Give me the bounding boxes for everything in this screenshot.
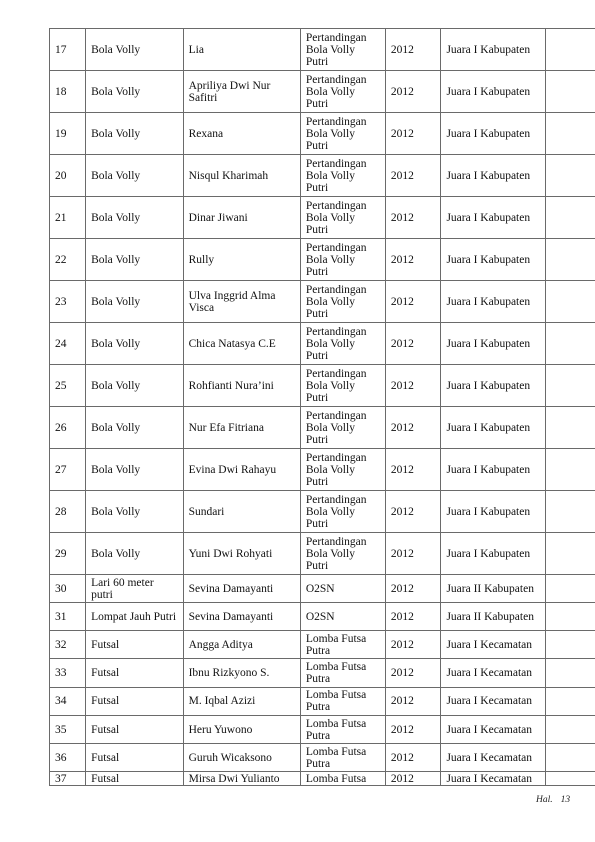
page-footer [536, 795, 570, 805]
blank-cell [545, 197, 595, 239]
name-cell: Chica Natasya C.E [183, 323, 300, 365]
event-cell: Pertandingan Bola Volly Putri [300, 113, 385, 155]
achievement-cell: Juara II Kabupaten [441, 575, 545, 603]
blank-cell [545, 239, 595, 281]
year-cell: 2012 [385, 239, 441, 281]
sport-cell: Bola Volly [86, 407, 184, 449]
table-row [50, 687, 595, 715]
row-number: 32 [50, 631, 86, 659]
table-row [50, 659, 595, 687]
name-cell: M. Iqbal Azizi [183, 687, 300, 715]
row-number: 33 [50, 659, 86, 687]
achievement-cell: Juara I Kabupaten [441, 449, 545, 491]
year-cell: 2012 [385, 603, 441, 631]
event-cell: Lomba Futsa Putra [300, 631, 385, 659]
blank-cell [545, 772, 595, 786]
blank-cell [545, 491, 595, 533]
event-cell: O2SN [300, 603, 385, 631]
name-cell: Heru Yuwono [183, 715, 300, 743]
achievement-cell: Juara I Kabupaten [441, 281, 545, 323]
blank-cell [545, 603, 595, 631]
name-cell: Ulva Inggrid Alma Visca [183, 281, 300, 323]
sport-cell: Bola Volly [86, 449, 184, 491]
achievement-cell: Juara II Kabupaten [441, 603, 545, 631]
table-row [50, 533, 595, 575]
name-cell: Dinar Jiwani [183, 197, 300, 239]
name-cell: Rully [183, 239, 300, 281]
sport-cell: Bola Volly [86, 113, 184, 155]
row-number: 23 [50, 281, 86, 323]
event-cell: Pertandingan Bola Volly Putri [300, 239, 385, 281]
name-cell: Evina Dwi Rahayu [183, 449, 300, 491]
achievement-cell: Juara I Kabupaten [441, 29, 545, 71]
blank-cell [545, 631, 595, 659]
name-cell: Yuni Dwi Rohyati [183, 533, 300, 575]
blank-cell [545, 113, 595, 155]
name-cell: Rexana [183, 113, 300, 155]
achievement-cell: Juara I Kecamatan [441, 744, 545, 772]
blank-cell [545, 71, 595, 113]
page-number: 13 [560, 795, 571, 805]
year-cell: 2012 [385, 449, 441, 491]
row-number: 17 [50, 29, 86, 71]
row-number: 27 [50, 449, 86, 491]
table-row [50, 715, 595, 743]
year-cell: 2012 [385, 533, 441, 575]
year-cell: 2012 [385, 365, 441, 407]
event-cell: Pertandingan Bola Volly Putri [300, 197, 385, 239]
blank-cell [545, 365, 595, 407]
name-cell: Mirsa Dwi Yulianto [183, 772, 300, 786]
achievement-cell: Juara I Kabupaten [441, 491, 545, 533]
achievement-cell: Juara I Kabupaten [441, 323, 545, 365]
blank-cell [545, 659, 595, 687]
event-cell: Lomba Futsa Putra [300, 744, 385, 772]
blank-cell [545, 715, 595, 743]
event-cell: Pertandingan Bola Volly Putri [300, 29, 385, 71]
blank-cell [545, 323, 595, 365]
year-cell: 2012 [385, 631, 441, 659]
sport-cell: Futsal [86, 659, 184, 687]
row-number: 31 [50, 603, 86, 631]
name-cell: Guruh Wicaksono [183, 744, 300, 772]
achievement-cell: Juara I Kabupaten [441, 533, 545, 575]
row-number: 37 [50, 772, 86, 786]
row-number: 36 [50, 744, 86, 772]
name-cell: Sevina Damayanti [183, 603, 300, 631]
year-cell: 2012 [385, 155, 441, 197]
sport-cell: Bola Volly [86, 71, 184, 113]
row-number: 25 [50, 365, 86, 407]
page-label: Hal. [536, 795, 553, 805]
row-number: 19 [50, 113, 86, 155]
year-cell: 2012 [385, 687, 441, 715]
sport-cell: Lari 60 meter putri [86, 575, 184, 603]
table-row [50, 772, 595, 786]
name-cell: Angga Aditya [183, 631, 300, 659]
table-row [50, 491, 595, 533]
row-number: 22 [50, 239, 86, 281]
table-row [50, 603, 595, 631]
row-number: 35 [50, 715, 86, 743]
row-number: 26 [50, 407, 86, 449]
table-row [50, 113, 595, 155]
name-cell: Sundari [183, 491, 300, 533]
sport-cell: Bola Volly [86, 155, 184, 197]
row-number: 29 [50, 533, 86, 575]
row-number: 24 [50, 323, 86, 365]
table-row [50, 239, 595, 281]
row-number: 28 [50, 491, 86, 533]
achievement-cell: Juara I Kabupaten [441, 365, 545, 407]
table-row [50, 155, 595, 197]
event-cell: Lomba Futsa Putra [300, 715, 385, 743]
row-number: 30 [50, 575, 86, 603]
year-cell: 2012 [385, 29, 441, 71]
achievement-cell: Juara I Kabupaten [441, 407, 545, 449]
event-cell: Pertandingan Bola Volly Putri [300, 71, 385, 113]
sport-cell: Bola Volly [86, 491, 184, 533]
event-cell: O2SN [300, 575, 385, 603]
blank-cell [545, 687, 595, 715]
sport-cell: Bola Volly [86, 365, 184, 407]
year-cell: 2012 [385, 744, 441, 772]
achievement-table [49, 28, 595, 786]
name-cell: Nisqul Kharimah [183, 155, 300, 197]
name-cell: Nur Efa Fitriana [183, 407, 300, 449]
event-cell: Pertandingan Bola Volly Putri [300, 491, 385, 533]
event-cell: Pertandingan Bola Volly Putri [300, 281, 385, 323]
event-cell: Pertandingan Bola Volly Putri [300, 533, 385, 575]
achievement-cell: Juara I Kecamatan [441, 687, 545, 715]
table-row [50, 365, 595, 407]
blank-cell [545, 155, 595, 197]
event-cell: Pertandingan Bola Volly Putri [300, 407, 385, 449]
sport-cell: Lompat Jauh Putri [86, 603, 184, 631]
table-row [50, 744, 595, 772]
year-cell: 2012 [385, 772, 441, 786]
sport-cell: Bola Volly [86, 281, 184, 323]
table-row [50, 197, 595, 239]
event-cell: Pertandingan Bola Volly Putri [300, 155, 385, 197]
row-number: 20 [50, 155, 86, 197]
table-row [50, 407, 595, 449]
sport-cell: Bola Volly [86, 533, 184, 575]
event-cell: Pertandingan Bola Volly Putri [300, 365, 385, 407]
name-cell: Lia [183, 29, 300, 71]
table-row [50, 449, 595, 491]
achievement-cell: Juara I Kecamatan [441, 715, 545, 743]
event-cell: Pertandingan Bola Volly Putri [300, 323, 385, 365]
sport-cell: Bola Volly [86, 323, 184, 365]
year-cell: 2012 [385, 715, 441, 743]
sport-cell: Futsal [86, 715, 184, 743]
sport-cell: Futsal [86, 631, 184, 659]
year-cell: 2012 [385, 197, 441, 239]
achievement-cell: Juara I Kecamatan [441, 631, 545, 659]
blank-cell [545, 407, 595, 449]
table-row [50, 281, 595, 323]
row-number: 34 [50, 687, 86, 715]
table-row [50, 575, 595, 603]
name-cell: Rohfianti Nura’ini [183, 365, 300, 407]
blank-cell [545, 449, 595, 491]
table-body [50, 29, 595, 786]
table-row [50, 631, 595, 659]
year-cell: 2012 [385, 113, 441, 155]
achievement-cell: Juara I Kabupaten [441, 71, 545, 113]
blank-cell [545, 744, 595, 772]
year-cell: 2012 [385, 491, 441, 533]
sport-cell: Bola Volly [86, 239, 184, 281]
event-cell: Lomba Futsa [300, 772, 385, 786]
name-cell: Apriliya Dwi Nur Safitri [183, 71, 300, 113]
name-cell: Ibnu Rizkyono S. [183, 659, 300, 687]
name-cell: Sevina Damayanti [183, 575, 300, 603]
year-cell: 2012 [385, 281, 441, 323]
achievement-cell: Juara I Kabupaten [441, 197, 545, 239]
sport-cell: Futsal [86, 687, 184, 715]
achievement-cell: Juara I Kabupaten [441, 155, 545, 197]
blank-cell [545, 533, 595, 575]
sport-cell: Futsal [86, 772, 184, 786]
blank-cell [545, 29, 595, 71]
blank-cell [545, 575, 595, 603]
sport-cell: Bola Volly [86, 197, 184, 239]
table-row [50, 323, 595, 365]
year-cell: 2012 [385, 71, 441, 113]
year-cell: 2012 [385, 659, 441, 687]
blank-cell [545, 281, 595, 323]
achievement-cell: Juara I Kabupaten [441, 113, 545, 155]
event-cell: Lomba Futsa Putra [300, 687, 385, 715]
achievement-cell: Juara I Kecamatan [441, 659, 545, 687]
achievement-cell: Juara I Kecamatan [441, 772, 545, 786]
row-number: 21 [50, 197, 86, 239]
table-row [50, 71, 595, 113]
event-cell: Lomba Futsa Putra [300, 659, 385, 687]
event-cell: Pertandingan Bola Volly Putri [300, 449, 385, 491]
sport-cell: Futsal [86, 744, 184, 772]
achievement-cell: Juara I Kabupaten [441, 239, 545, 281]
row-number: 18 [50, 71, 86, 113]
sport-cell: Bola Volly [86, 29, 184, 71]
year-cell: 2012 [385, 407, 441, 449]
year-cell: 2012 [385, 323, 441, 365]
table-row [50, 29, 595, 71]
achievement-table-container [49, 28, 595, 786]
year-cell: 2012 [385, 575, 441, 603]
